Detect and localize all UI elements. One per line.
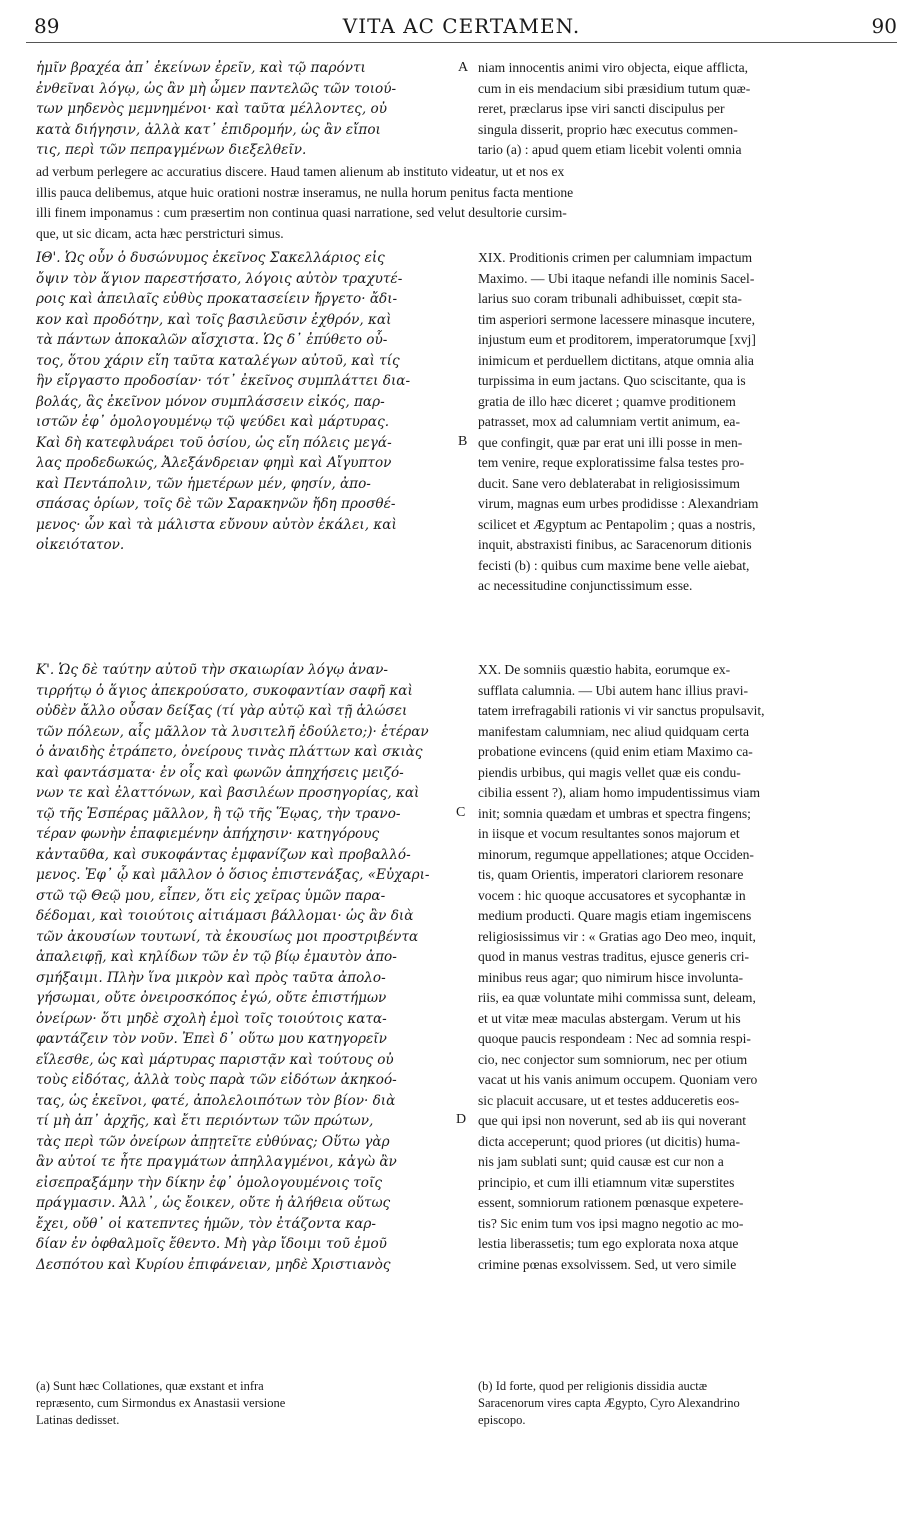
text-line: δέδομαι, καὶ τοιούτοις αἰτιάμασι βάλλομαι· ὡς ἂν διὰ — [36, 908, 414, 924]
text-line: cibilia essent ?), aliam homo impudentissimus viam — [478, 785, 761, 800]
margin-letter-d: D — [456, 1112, 467, 1127]
text-line: ἀπαλειφῇ, καὶ κηλίδων τῶν ἐν τῷ βίῳ ἐμαυτὸν ἀπο- — [36, 949, 397, 965]
text-line: que confingit, quæ par erat uni illi posse in men- — [478, 434, 743, 450]
text-line: cum in eis mendacium sibi præsidium tutum quæ- — [478, 80, 751, 96]
text-line: XX. De somniis quæstio habita, eorumque ex- — [478, 662, 731, 677]
text-line: ΙΘ'. Ὡς οὖν ὁ δυσώνυμος ἐκεῖνος Σακελλάριος εἰς — [36, 250, 385, 266]
text-line: τοὺς εἰδότας, ἀλλὰ τοὺς παρὰ τῶν εἰδότων ἀκηκοό- — [36, 1072, 397, 1088]
text-line: λας προδεδωκώς, Ἀλεξάνδρειαν φημὶ καὶ Αἴγυπτον — [36, 455, 392, 471]
text-line: sic placuit accusare, ut et testes adduceretis eos- — [478, 1092, 740, 1108]
text-line: εἰσεπραξάμην τὴν δίκην ἐφ᾽ ὁμολογουμένοις τοῖς — [36, 1174, 382, 1191]
text-line: in iisque et vocum resultantes sonos majorum et — [478, 826, 740, 841]
text-line: μενος. Ἐφ᾽ ᾧ καὶ μᾶλλον ὁ ὅσιος ἐπιστενάξας, «Εὐχαρι- — [36, 867, 430, 883]
text-line: κατὰ διήγησιν, ἀλλὰ κατ᾽ ἐπιδρομήν, ὡς ἂν εἴποι — [36, 121, 381, 138]
text-line: ἐνθεῖναι λόγῳ, ὡς ἂν μὴ ὦμεν παντελῶς τῶν τοιού- — [36, 80, 397, 97]
text-line: οὐδὲν ἄλλο οὖσαν δείξας (τί γὰρ αὐτῷ καὶ τῇ ἁλώσει — [36, 703, 408, 719]
margin-letter-b: B — [458, 434, 468, 449]
text-line: σπάσας ὁρίων, τοῖς δὲ τῶν Σαρακηνῶν ἤδη προσθέ- — [36, 496, 396, 512]
text-line: τῷ τῆς Ἑσπέρας μᾶλλον, ἢ τῷ τῆς Ἕῳας, τὴν τρανο- — [36, 805, 401, 822]
text-line: πράγμασιν. Ἀλλ᾽, ὡς ἔοικεν, οὔτε ἡ ἀλήθεια οὕτως — [36, 1195, 391, 1211]
page-number-right: 90 — [871, 14, 897, 38]
text-line: gratia de illo hæc diceret ; quamve proditionem — [478, 393, 736, 409]
text-line: inquit, abstraxisti finibus, ac Saracenorum ditionis — [478, 537, 752, 552]
text-line: δίαν ἐν ὀφθαλμοῖς ἔθεντο. Μὴ γὰρ ἴδοιμι τοῦ ἐμοῦ — [36, 1236, 387, 1252]
page-number-left: 89 — [34, 14, 60, 38]
full-width-latin — [36, 162, 901, 244]
text-line: XIX. Proditionis crimen per calumniam impactum — [478, 250, 753, 265]
text-line: ἡμῖν βραχέα ἀπ᾽ ἐκείνων ἐρεῖν, καὶ τῷ παρόντι — [36, 60, 366, 76]
text-line: Καὶ δὴ κατεφλυάρει τοῦ ὁσίου, ὡς εἴη πόλεις μεγά- — [36, 434, 392, 451]
text-line: καὶ φαντάσματα· ἐν οἷς καὶ φωνῶν ἀπηχήσεις μειζό- — [36, 764, 404, 781]
text-line: τος, ὅτου χάριν εἴη ταῦτα καταλέγων αὐτοῦ, καὶ τίς — [36, 352, 400, 369]
running-title: VITA AC CERTAMEN. — [342, 14, 581, 38]
text-line: ὁ ἀναιδὴς ἐτράπετο, ὀνείρους τινὰς πλάττων καὶ σκιὰς — [36, 744, 423, 760]
text-line: εἵλεσθε, ὡς καὶ μάρτυρας παριστᾷν καὶ τούτους οὐ — [36, 1051, 394, 1068]
text-line: καὶ Πεντάπολιν, τῶν ἡμετέρων μέν, φησίν, ἀπο- — [36, 475, 371, 492]
margin-letter-a: A — [458, 60, 469, 75]
section-19-greek — [36, 248, 456, 556]
text-line: minibus reus agar; quo nimirum hisce involunta- — [478, 969, 744, 985]
text-line: tem venire, reque exploratissime falsa testes pro- — [478, 455, 745, 470]
text-line: (b) Id forte, quod per religionis dissidia auctæ — [478, 1379, 708, 1393]
text-line: inimicum et perduellem dictitans, atque omnia alia — [478, 352, 754, 368]
text-line: ὀνείρων· ὅτι μηδὲ σχολὴ ἐμοὶ τοῖς τοιούτοις κατα- — [36, 1010, 387, 1027]
page-header — [26, 6, 897, 46]
text-line: κἀνταῦθα, καὶ συκοφάντας ἐμφανίζων καὶ προβαλλό- — [36, 846, 411, 863]
text-line: tario (a) : apud quem etiam licebit volenti omnia — [478, 142, 742, 157]
footnote-a — [36, 1378, 456, 1429]
footnote-b — [478, 1378, 901, 1429]
text-line: piendis urbibus, qui magis vellet quæ eis condu- — [478, 764, 741, 780]
text-line: στῶ τῷ Θεῷ μου, εἶπεν, ὅτι εἰς χεῖρας ὑμῶν παρα- — [36, 887, 386, 904]
text-line: injustum eum et proditorem, imperatorumque [xvj] — [478, 332, 756, 347]
text-line: patrasset, mox ad calumniam vertit animum, ea- — [478, 414, 740, 429]
text-line: turpissima in eum jactans. Quo sciscitante, qua is — [478, 373, 746, 388]
text-line: (a) Sunt hæc Collationes, quæ exstant et infra — [36, 1379, 264, 1393]
text-line: ac necessitudine conjunctissimum esse. — [478, 578, 693, 593]
text-line: manifestam calumniam, nec aliud quidquam certa — [478, 723, 750, 739]
text-line: quoque paucis respondeam : Nec ad somnia respi- — [478, 1031, 751, 1046]
text-line: Δεσπότου καὶ Κυρίου ἐπιφάνειαν, μηδὲ Χριστιανὸς — [36, 1256, 391, 1273]
text-line: φαντάζειν τὸν νοῦν. Ἐπεὶ δ᾽ οὕτω μου κατηγορεῖν — [36, 1031, 387, 1047]
text-line: tis, quam Orientis, imperatori clariorem resonare — [478, 867, 744, 882]
text-line: dicta acceperunt; quod priores (ut dicitis) huma- — [478, 1133, 740, 1149]
text-line: νων τε καὶ ἐλαττόνων, καὶ βασιλέων προσηγορίας, καὶ — [36, 785, 420, 801]
text-line: illis pauca delibemus, atque huic orationi nostræ inseramus, ne nulla horum penitus facta mentione — [36, 184, 574, 200]
section-19-latin — [478, 248, 901, 597]
text-line: crimine pœnas exsolvissem. Sed, ut vero simile — [478, 1256, 737, 1272]
text-line: τὰς περὶ τῶν ὀνείρων ἀπῃτεῖτε εὐθύνας; Οὕτω γὰρ — [36, 1133, 390, 1150]
margin-letter-c: C — [456, 805, 466, 820]
top-greek-column — [36, 58, 456, 161]
section-20-greek — [36, 660, 456, 1275]
text-line: vocem : hic quoque accusatores et sycophantæ in — [478, 887, 746, 903]
text-line: sufflata calumnia. — Ubi autem hanc illius pravi- — [478, 682, 749, 698]
text-line: tatem irrefragabili rationis vi vir sanctus propulsavit, — [478, 703, 765, 718]
text-line: scilicet et Ægyptum ac Pentapolim ; quas a nostris, — [478, 516, 756, 532]
text-line: fecisti (b) : quibus cum maxime bene velle aiebat, — [478, 557, 750, 573]
text-line: init; somnia quædam et umbras et spectra fingens; — [478, 805, 751, 821]
text-line: repræsento, cum Sirmondus ex Anastasii versione — [36, 1396, 286, 1410]
text-line: riis, ea quæ voluntate mihi commissa sunt, deleam, — [478, 990, 756, 1005]
text-line: lestia liberassetis; tum ego explorata noxa atque — [478, 1236, 739, 1251]
text-line: ὄψιν τὸν ἅγιον παρεστήσατο, λόγοις αὐτὸν τραχυτέ- — [36, 270, 403, 287]
text-line: et ut vitæ meæ maculas abstergam. Verum ut his — [478, 1010, 741, 1026]
text-line: ἂν αὐτοί τε ἦτε πραγμάτων ἀπηλλαγμένοι, κἀγὼ ἂν — [36, 1154, 397, 1170]
text-line: γήσωμαι, οὔτε ὀνειροσκόπος ἐγώ, οὔτε ἐπιστήμων — [36, 990, 387, 1006]
text-line: των μηδενὸς μεμνημένοι· καὶ ταῦτα μέλλοντες, οὐ — [36, 101, 388, 117]
text-line: τῶν πόλεων, αἷς μᾶλλον τὰ λυσιτελῆ ἐδούλετο;)· ἑτέραν — [36, 723, 429, 740]
text-line: niam innocentis animi viro objecta, eique afflicta, — [478, 60, 749, 75]
text-line: Saracenorum vires capta Ægypto, Cyro Alexandrino — [478, 1396, 740, 1410]
text-line: singula disserit, proprio hæc executus commen- — [478, 121, 738, 137]
text-line: Maximo. — Ubi itaque nefandi ille nominis Sacel- — [478, 270, 755, 286]
text-line: τὰ πάντων ἀποκαλῶν αἴσχιστα. Ὡς δ᾽ ἐπύθετο οὗ- — [36, 332, 388, 348]
text-line: religiosissimus vir : « Gratias ago Deo meo, inquit, — [478, 928, 756, 944]
text-line: ad verbum perlegere ac accuratius discere. Haud tamen alienum ab instituto videatur, ut et nos ex — [36, 164, 565, 179]
text-line: τις, περὶ τῶν πεπραγμένων διεξελθεῖν. — [36, 142, 307, 158]
section-20-latin — [478, 660, 901, 1275]
text-line: episcopo. — [478, 1413, 526, 1427]
text-line: τί μὴ ἀπ᾽ ἀρχῆς, καὶ ἔτι περιόντων τῶν πρώτων, — [36, 1113, 374, 1129]
text-line: virum, magnas eum urbes prodidisse : Alexandriam — [478, 496, 759, 511]
text-line: quod in manus vestras traditus, ejusce generis cri- — [478, 949, 750, 964]
text-line: βολάς, ἃς ἐκεῖνον μόνον συμπλάσσειν εἰκός, παρ- — [36, 393, 385, 410]
text-line: τέραν φωνὴν ἐπαφιεμένην ἀπήχησιν· κατηγόρους — [36, 826, 380, 842]
text-line: essent, somniorum rationem pœnasque expetere- — [478, 1195, 744, 1210]
text-line: minorum, regumque appellationes; atque Occiden- — [478, 846, 754, 862]
text-line: tis? Sic enim tum vos ipsi magno negotio ac mo- — [478, 1215, 744, 1231]
text-line: medium producti. Quare magis etiam ingemiscens — [478, 908, 752, 923]
text-line: Latinas dedisset. — [36, 1413, 120, 1427]
text-line: que qui ipsi non noverunt, sed ab iis qui noverant — [478, 1113, 747, 1128]
text-line: τιρρήτῳ ὁ ἅγιος ἀπεκρούσατο, συκοφαντίαν σαφῆ καὶ — [36, 682, 413, 699]
text-line: ἣν εἴργαστο προδοσίαν· τότ᾽ ἐκεῖνος συμπλάττει δια- — [36, 373, 411, 389]
text-line: σμήξαιμι. Πλὴν ἵνα μικρὸν καὶ πρὸς ταῦτα ἀπολο- — [36, 969, 386, 986]
text-line: illi finem imponamus : cum præsertim non continua quasi narratione, sed velut desultorie cursim- — [36, 205, 567, 220]
text-line: vacat ut his vanis animum occupem. Quoniam vero — [478, 1072, 758, 1087]
header-rule — [26, 42, 897, 43]
text-line: principio, et cum illi etiamnum vitæ superstites — [478, 1174, 735, 1190]
text-line: reret, præclarus ipse viri sancti discipulus per — [478, 101, 725, 116]
text-line: tim asperiori sermone lacessere minasque incutere, — [478, 311, 756, 327]
text-line: Κ'. Ὡς δὲ ταύτην αὐτοῦ τὴν σκαιωρίαν λόγῳ ἀναν- — [36, 662, 388, 678]
text-line: larius suo coram tribunali adhibuisset, cœpit sta- — [478, 291, 742, 306]
text-line: ιστῶν ἐφ᾽ ὁμολογουμένῳ τῷ ψεύδει καὶ μάρτυρας. — [36, 414, 390, 430]
text-line: τῶν ἀκουσίων τουτωνί, τὰ ἑκουσίως μοι προστριβέντα — [36, 928, 419, 945]
text-line: κον καὶ προδότην, καὶ τοῖς βασιλεῦσιν ἐχθρόν, καὶ — [36, 311, 392, 328]
text-line: probatione evincens (quid enim etiam Maximo ca- — [478, 744, 753, 759]
top-latin-column — [478, 58, 901, 161]
text-line: nis jam sublati sunt; quid causæ est cur non a — [478, 1154, 724, 1169]
text-line: οἰκειότατον. — [36, 537, 125, 553]
text-line: que, ut sic dicam, acta hæc perstricturi simus. — [36, 225, 284, 241]
text-line: cio, nec conjector sum somniorum, nec per otium — [478, 1051, 748, 1067]
text-line: ροις καὶ ἀπειλαῖς εὐθὺς προκατασείειν ἤργετο· ἄδι- — [36, 291, 398, 307]
text-line: τας, ὡς ἐκεῖνοι, φατέ, ἀπολελοιπότων τὸν βίον· διὰ — [36, 1092, 396, 1109]
text-line: μενος· ὧν καὶ τὰ μάλιστα εὔνουν αὐτὸν ἐκάλει, καὶ — [36, 516, 397, 533]
text-line: ἔχει, οὔθ᾽ οἱ κατεπντες ἡμῶν, τὸν ἐτάζοντα καρ- — [36, 1215, 377, 1232]
text-line: ducit. Sane vero deblaterabat in religiosissimum — [478, 475, 740, 491]
